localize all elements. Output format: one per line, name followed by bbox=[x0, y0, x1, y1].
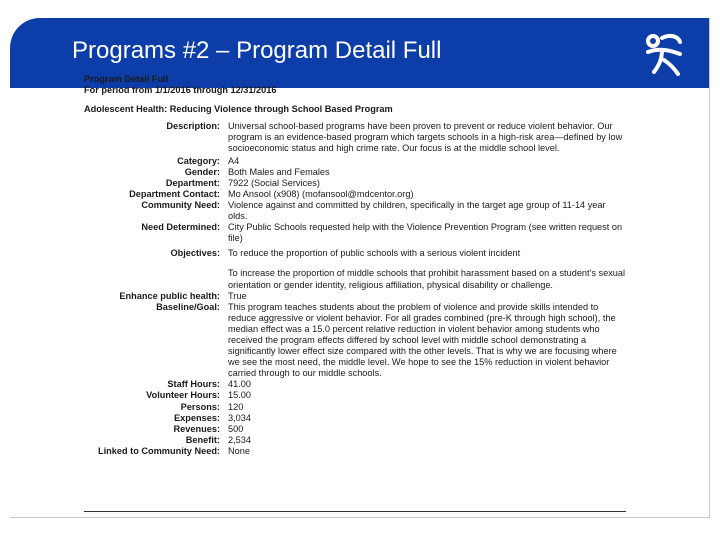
report-title: Program Detail Full bbox=[84, 74, 169, 84]
field-row bbox=[84, 413, 626, 424]
field-label: Revenues: bbox=[173, 423, 220, 434]
field-value: 120 bbox=[228, 401, 244, 412]
field-value: 15.00 bbox=[228, 390, 251, 401]
field-row bbox=[84, 402, 626, 413]
program-name: Adolescent Health: Reducing Violence through School Based Program bbox=[84, 104, 393, 115]
field-value: Both Males and Females bbox=[228, 166, 330, 177]
field-row bbox=[84, 424, 626, 435]
field-label: Linked to Community Need: bbox=[98, 445, 220, 456]
field-row bbox=[84, 390, 626, 401]
field-row bbox=[84, 178, 626, 189]
field-value: This program teaches students about the problem of violence and provide skills intended to reduce aggressive or violent behavior. For all grades combined (pre-K through high school), the median effect was a 15.0 percent relative reduction in violent behavior among students who received the program effects differed by school level with middle school demonstrating a significantly lower effect size compared with the other levels. That is why we are focusing where we see the most need, the middle level. We hope to see the 15% reduction in violent behavior carried through to our middle schools. bbox=[228, 301, 617, 379]
field-value: City Public Schools requested help with the Violence Prevention Program (see written request on file) bbox=[228, 222, 623, 244]
field-row bbox=[84, 379, 626, 390]
field-value: 500 bbox=[228, 423, 244, 434]
field-row bbox=[84, 244, 626, 259]
field-row bbox=[84, 200, 626, 222]
field-label: Expenses: bbox=[174, 412, 220, 423]
field-label: Baseline/Goal: bbox=[156, 301, 220, 312]
field-value: Violence against and committed by children, specifically in the target age group of 11-14 year olds. bbox=[228, 199, 606, 222]
field-value: To reduce the proportion of public schools with a serious violent incident bbox=[228, 248, 521, 259]
field-row bbox=[84, 189, 626, 200]
slide-title: Programs #2 – Program Detail Full bbox=[72, 37, 442, 64]
field-row bbox=[84, 446, 626, 457]
field-row bbox=[84, 259, 626, 290]
field-value: A4 bbox=[228, 155, 240, 166]
field-label: Gender: bbox=[184, 166, 220, 177]
field-value: 3,034 bbox=[228, 412, 251, 423]
field-row bbox=[84, 291, 626, 302]
field-value: 41.00 bbox=[228, 379, 251, 390]
field-label: Staff Hours: bbox=[167, 379, 220, 390]
report-bottom-divider bbox=[84, 511, 626, 512]
field-label: Department: bbox=[165, 177, 220, 188]
field-row bbox=[84, 222, 626, 244]
program-fields-table bbox=[84, 121, 626, 457]
field-row bbox=[84, 156, 626, 167]
field-label: Department Contact: bbox=[129, 188, 220, 199]
field-value: None bbox=[228, 445, 250, 456]
field-label: Volunteer Hours: bbox=[146, 390, 220, 401]
field-value: 2,534 bbox=[228, 434, 251, 445]
field-row bbox=[84, 302, 626, 380]
field-label: Community Need: bbox=[141, 199, 220, 210]
field-value: Universal school-based programs have been proven to prevent or reduce violent behavior. Our program is an evidence-based program which targets schools in a high-risk area—defined by low socioeconomic status and high crime rate. Our focus is at the middle school level. bbox=[228, 121, 623, 154]
field-row bbox=[84, 121, 626, 155]
field-row bbox=[84, 435, 626, 446]
field-value: 7922 (Social Services) bbox=[228, 177, 320, 188]
field-row bbox=[84, 167, 626, 178]
program-detail-report bbox=[84, 74, 626, 457]
field-label bbox=[84, 259, 228, 290]
field-label: Enhance public health: bbox=[119, 290, 220, 301]
field-label: Benefit: bbox=[185, 434, 220, 445]
field-label: Persons: bbox=[180, 401, 220, 412]
field-value: Mo Ansool (x908) (mofansool@mdcentor.org) bbox=[228, 188, 414, 199]
field-value: To increase the proportion of middle schools that prohibit harassment based on a student's sexual orientation or gender identity, religious affiliation, physical disability or challenge. bbox=[228, 268, 626, 290]
field-label: Need Determined: bbox=[141, 222, 220, 233]
field-label: Description: bbox=[166, 121, 220, 132]
report-period: For period from 1/1/2016 through 12/31/2016 bbox=[84, 85, 277, 96]
field-value: True bbox=[228, 290, 247, 301]
stick-figure-logo-icon bbox=[640, 32, 686, 78]
field-label: Objectives: bbox=[170, 248, 220, 259]
field-label: Category: bbox=[177, 155, 220, 166]
